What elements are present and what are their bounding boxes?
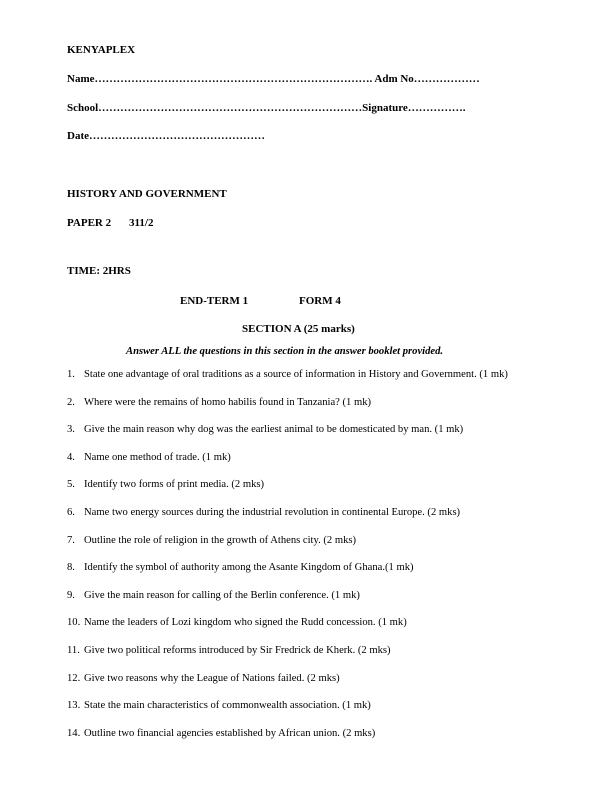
question-text: Give the main reason why dog was the earliest animal to be domesticated by man. (1 mk) [84, 424, 464, 436]
question-text: Give two political reforms introduced by Sir Fredrick de Kherk. (2 mks) [84, 645, 391, 656]
question-text: Where were the remains of homo habilis found in Tanzania? (1 mk) [84, 396, 372, 408]
question-item [67, 645, 391, 656]
question-number: 13. [67, 700, 81, 712]
question-item [67, 479, 264, 490]
question-text: Name two energy sources during the industrial revolution in continental Europe. (2 mks) [84, 507, 461, 518]
question-text: Identify the symbol of authority among the Asante Kingdom of Ghana.(1 mk) [84, 562, 414, 574]
question-item [67, 424, 463, 435]
brand-title: KENYAPLEX [67, 44, 136, 56]
question-text: Identify two forms of print media. (2 mks) [84, 479, 265, 491]
question-text: Give the main reason for calling of the Berlin conference. (1 mk) [84, 589, 360, 601]
question-number: 12. [67, 672, 81, 684]
question-text: Outline two financial agencies established by African union. (2 mks) [84, 727, 376, 739]
question-text: Name one method of trade. (1 mk) [84, 451, 231, 463]
question-number: 6. [67, 507, 75, 518]
question-number: 8. [67, 562, 75, 574]
question-item [67, 397, 371, 408]
question-item [67, 507, 460, 518]
question-text: State one advantage of oral traditions as a source of information in History and Government. (1 mk) [84, 369, 508, 380]
question-number: 10. [67, 617, 81, 629]
question-item [67, 590, 360, 601]
question-number: 2. [67, 396, 75, 408]
paper-code: 311/2 [129, 217, 154, 229]
question-number: 4. [67, 451, 75, 463]
question-text: Outline the role of religion in the growth of Athens city. (2 mks) [84, 534, 357, 546]
question-item [67, 728, 375, 739]
question-item [67, 617, 407, 628]
section-instruction: Answer ALL the questions in this section in the answer booklet provided. [126, 346, 444, 357]
paper-label: PAPER 2 [67, 217, 112, 229]
question-item [67, 673, 340, 684]
question-number: 3. [67, 424, 75, 436]
question-number: 11. [67, 645, 80, 656]
question-number: 7. [67, 534, 75, 546]
question-number: 5. [67, 479, 75, 491]
question-number: 14. [67, 727, 81, 739]
school-signature-line: School………………………………………………………………Signature……………. [67, 102, 466, 114]
date-line: Date………………………………………… [67, 130, 265, 142]
question-number: 9. [67, 589, 75, 601]
section-title: SECTION A (25 marks) [242, 323, 355, 335]
name-adm-line: Name…………………………………………………………………. Adm No……………… [67, 73, 480, 85]
subject-title: HISTORY AND GOVERNMENT [67, 188, 227, 200]
question-text: Name the leaders of Lozi kingdom who signed the Rudd concession. (1 mk) [84, 617, 407, 629]
form-label: FORM 4 [299, 295, 341, 307]
question-text: State the main characteristics of commonwealth association. (1 mk) [84, 700, 371, 712]
question-item [67, 452, 231, 463]
term-label: END-TERM 1 [180, 295, 249, 307]
question-item [67, 562, 414, 573]
exam-time: TIME: 2HRS [67, 265, 131, 277]
question-item [67, 369, 508, 380]
question-item [67, 535, 356, 546]
question-text: Give two reasons why the League of Nations failed. (2 mks) [84, 672, 340, 684]
question-item [67, 700, 371, 711]
question-number: 1. [67, 369, 75, 380]
